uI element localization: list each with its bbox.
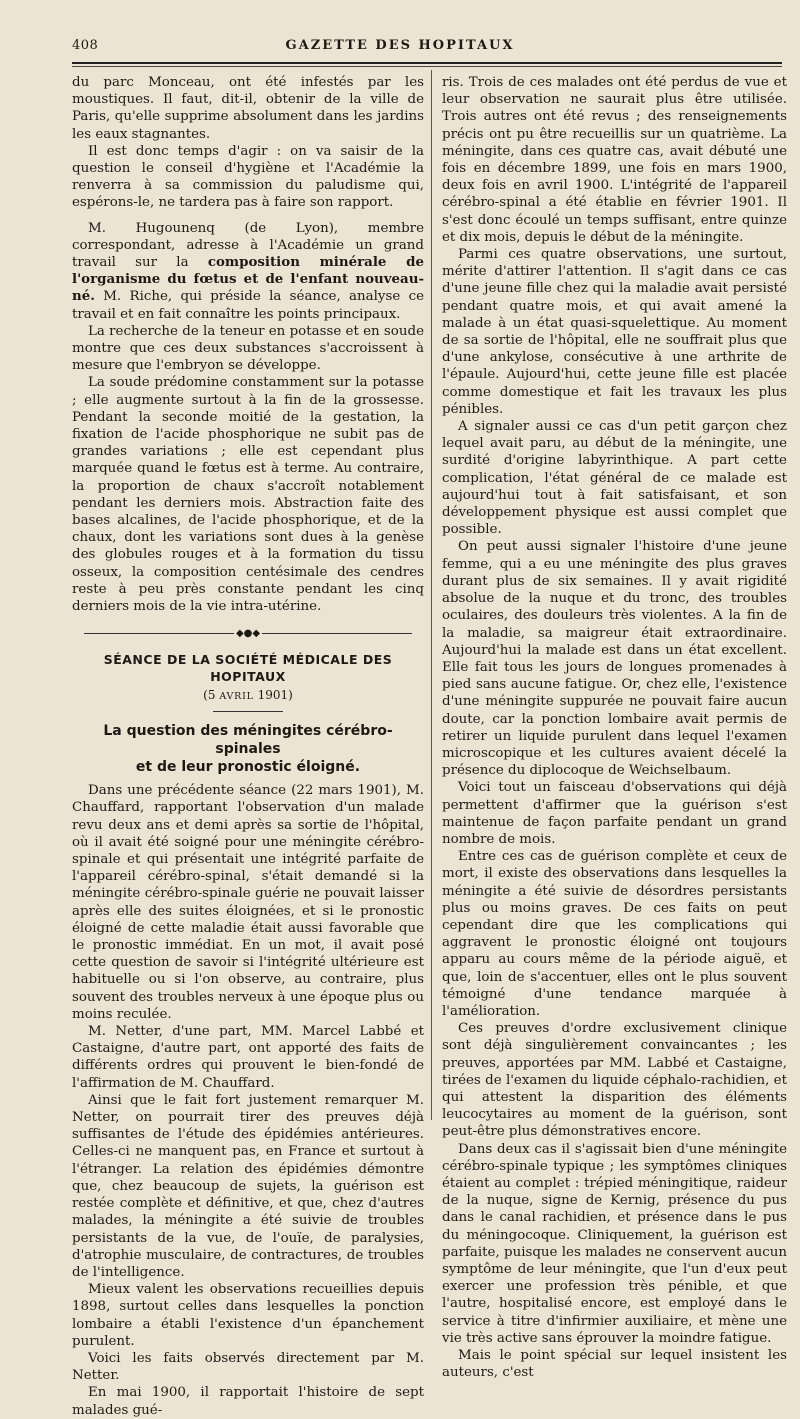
- left-paragraph-2: Il est donc temps d'agir : on va saisir de la question le conseil d'hygiène et l'Académie la renverra à sa commission du paludisme qui, espérons-le, ne tardera pas à faire son rapport.: [72, 143, 424, 211]
- section-title: SÉANCE DE LA SOCIÉTÉ MÉDICALE DES HOPITAUX: [103, 651, 393, 684]
- section-sub-rule: [213, 711, 283, 712]
- left-paragraph-1: du parc Monceau, ont été infestés par les moustiques. Il faut, dit-il, obtenir de la ville de Paris, qu'elle supprime absolument dans les jardins les eaux stagnantes.: [72, 75, 424, 142]
- left-paragraph-4: La recherche de la teneur en potasse et en soude montre que ces deux substances s'accroissent à mesure que l'embryon se développe.: [72, 323, 424, 374]
- column-divider: [431, 70, 432, 1120]
- left-paragraph-3-start: M. Hugounenq (de Lyon), membre correspondant, adresse à l'Académie un grand travail sur la: [72, 220, 424, 271]
- right-paragraph-1: ris. Trois de ces malades ont été perdus de vue et leur observation ne saurait plus être utilisée. Trois autres ont été revus ; des renseignements précis ont pu être recueillis sur un quatrième. La méningite, dans ces quatre cas, avait débuté une fois en décembre 1899, une fois en mars 1900, deux fois en avril 1900. L'intégrité de l'appareil cérébro-spinal a été établie en février 1901. Il s'est donc écoulé un temps suffisant, entre quinze et dix mois, depuis le début de la méningite.: [442, 75, 787, 245]
- section-date-open: (5: [203, 688, 220, 703]
- left-paragraph-5: La soude prédomine constamment sur la potasse ; elle augmente surtout à la fin de la grossesse. Pendant la seconde moitié de la gestation, la fixation de l'acide phosphorique ne subit pas de grandes variations ; elle est cependant plus marquée quand le fœtus est à terme. Au contraire, la proportion de chaux s'accroît notablement pendant les derniers mois. Abstraction faite des bases alcalines, de l'acide phosphorique, et de la chaux, dont les variations sont dues à la genèse des globules rouges et à la formation du tissu osseux, la composition centésimale des cendres reste à peu près constante pendant les cinq derniers mois de la vie intra-utérine.: [72, 375, 424, 615]
- left-column: [72, 74, 424, 1419]
- article-title-line-1: La question des méningites cérébro-spinales: [103, 723, 393, 758]
- section-date-year: 1901): [253, 688, 293, 703]
- left-paragraph-9: Mieux valent les observations recueillies depuis 1898, surtout celles dans lesquelles la ponction lombaire a établi l'existence d'un épanchement purulent.: [72, 1282, 424, 1349]
- right-paragraph-2: Parmi ces quatre observations, une surtout, mérite d'attirer l'attention. Il s'agit dans ce cas d'une jeune fille chez qui la maladie avait persisté pendant quatre mois, et qui avait amené la malade à un état quasi-squelettique. Au moment de sa sortie de l'hôpital, elle ne souffrait plus que d'une ankylose, consécutive à une arthrite de l'épaule. Aujourd'hui, cette jeune fille est placée comme domestique et fait les travaux les plus pénibles.: [442, 247, 787, 417]
- right-paragraph-8: Dans deux cas il s'agissait bien d'une méningite cérébro-spinale typique ; les symptômes cliniques étaient au complet : trépied méningitique, raideur de la nuque, signe de Kernig, présence du pus dans le canal rachidien, et présence dans le pus du méningocoque. Cliniquement, la guérison est parfaite, puisque les malades ne conservent aucun symptôme de leur méningite, que l'un d'eux peut exercer une profession très pénible, et que l'autre, hospitalisé encore, est employé dans le service à titre d'infirmier auxiliaire, et mène une vie très active sans éprouver la moindre fatigue.: [442, 1141, 787, 1346]
- right-paragraph-3: A signaler aussi ce cas d'un petit garçon chez lequel avait paru, au début de la méningite, une surdité d'origine labyrinthique. A part cette complication, l'état général de ce malade est aujourd'hui tout à fait satisfaisant, et son développement physique est aussi complet que possible.: [442, 419, 787, 538]
- page-number: 408: [72, 38, 99, 53]
- right-paragraph-9: Mais le point spécial sur lequel insistent les auteurs, c'est: [442, 1348, 787, 1381]
- header-rule-secondary: [72, 66, 782, 67]
- right-column: [442, 74, 787, 1381]
- page-header: [0, 0, 800, 60]
- right-paragraph-7: Ces preuves d'ordre exclusivement clinique sont déjà singulièrement convaincantes ; les preuves, apportées par MM. Labbé et Castaigne, tirées de l'examen du liquide céphalo-rachidien, et qui attestent la disparition des éléments leucocytaires au moment de la guérison, sont peut-être plus démonstratives encore.: [442, 1021, 787, 1140]
- left-paragraph-3-end: M. Riche, qui préside la séance, analyse ce travail et en fait connaître les points principaux.: [72, 289, 424, 322]
- article-title-line-2: et de leur pronostic éloigné.: [135, 759, 361, 776]
- article-title: [72, 722, 424, 776]
- section-date-month: AVRIL: [219, 691, 254, 703]
- section-separator: [72, 625, 424, 642]
- separator-line: [262, 633, 412, 634]
- right-paragraph-6: Entre ces cas de guérison complète et ceux de mort, il existe des observations dans lesquelles la méningite a été suivie de désordres persistants plus ou moins graves. De ces faits on peut cependant dire que les complications qui aggravent le pronostic éloigné ont toujours apparu au cours même de la période aiguë, et que, loin de s'accentuer, elles ont le plus souvent témoigné d'une tendance marquée à l'amélioration.: [442, 849, 787, 1019]
- section-date: [72, 687, 424, 705]
- left-paragraph-6: Dans une précédente séance (22 mars 1901), M. Chauffard, rapportant l'observation d'un malade revu deux ans et demi après sa sortie de l'hôpital, où il avait été soigné pour une méningite cérébro-spinale et qui présentait une intégrité parfaite de l'appareil cérébro-spinal, s'était demandé si la méningite cérébro-spinale guérie ne pouvait laisser après elle des suites éloignées, et si le pronostic éloigné de cette maladie était aussi favorable que le pronostic immédiat. En un mot, il avait posé cette question de savoir si l'intégrité ultérieure est habituelle ou si l'on observe, au contraire, plus souvent des troubles nerveux à une époque plus ou moins reculée.: [72, 783, 424, 1022]
- journal-title: GAZETTE DES HOPITAUX: [285, 38, 515, 53]
- left-paragraph-3-emphasis: composition minérale de l'organisme du fœtus et de l'enfant nouveau-né.: [72, 254, 425, 305]
- separator-ornament: ◆●◆: [235, 628, 261, 640]
- left-paragraph-11: En mai 1900, il rapportait l'histoire de sept malades gué-: [72, 1385, 424, 1418]
- header-rule: [72, 62, 782, 64]
- left-paragraph-7: M. Netter, d'une part, MM. Marcel Labbé et Castaigne, d'autre part, ont apporté des faits de différents ordres qui prouvent le bien-fondé de l'affirmation de M. Chauffard.: [72, 1024, 424, 1091]
- right-paragraph-4: On peut aussi signaler l'histoire d'une jeune femme, qui a eu une méningite des plus graves durant plus de six semaines. Il y avait rigidité absolue de la nuque et du tronc, des troubles oculaires, des douleurs très violentes. A la fin de la maladie, sa maigreur était extraordinaire. Aujourd'hui la malade est dans un état excellent. Elle fait tous les jours de longues promenades à pied sans aucune fatigue. Or, chez elle, l'existence d'une méningite suppurée ne pouvait faire aucun doute, car la ponction lombaire avait permis de retirer un liquide purulent dans lequel l'examen microscopique et les cultures avaient décelé la présence du diplocoque de Weichselbaum.: [442, 539, 787, 779]
- left-paragraph-8: Ainsi que le fait fort justement remarquer M. Netter, on pourrait tirer des preuves déjà suffisantes de l'étude des épidémies antérieures. Celles-ci ne manquent pas, en France et surtout à l'étranger. La relation des épidémies démontre que, chez beaucoup de sujets, la guérison est restée complète et définitive, et que, chez d'autres malades, la méningite a été suivie de troubles persistants de la vue, de l'ouïe, de paralysies, d'atrophie musculaire, de contractures, de troubles de l'intelligence.: [72, 1092, 424, 1280]
- left-paragraph-3: [72, 220, 424, 323]
- separator-line: [84, 633, 234, 634]
- left-paragraph-10: Voici les faits observés directement par M. Netter.: [72, 1350, 424, 1384]
- right-paragraph-5: Voici tout un faisceau d'observations qui déjà permettent d'affirmer que la guérison s'est maintenue de façon parfaite pendant un grand nombre de mois.: [442, 780, 787, 847]
